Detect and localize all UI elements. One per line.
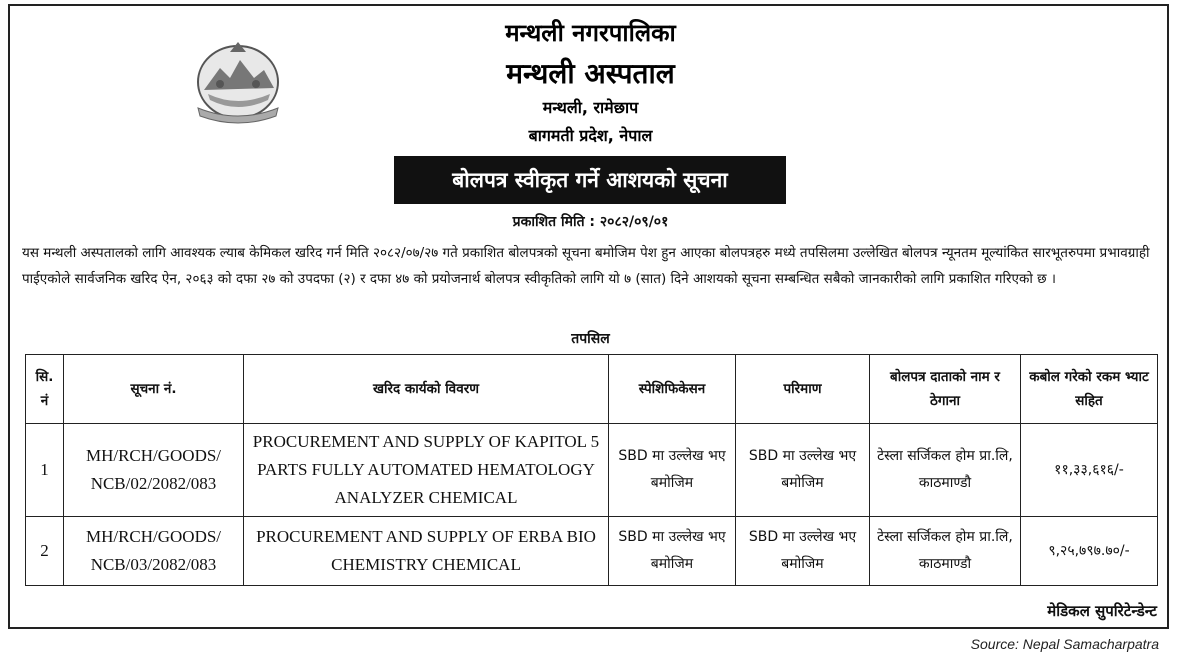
cell-amount: ११,३३,६१६/- (1021, 424, 1158, 517)
hospital-name: मन्थली अस्पताल (506, 57, 675, 90)
source-credit: Source: Nepal Samacharpatra (970, 636, 1159, 652)
publish-date: प्रकाशित मिति : २०८२/०९/०१ (512, 214, 669, 230)
col-header-specification: स्पेशिफिकेसन (609, 355, 736, 424)
municipality-name: मन्थली नगरपालिका (505, 19, 676, 47)
col-header-sn: सि. नं (26, 355, 64, 424)
hospital-location: मन्थली, रामेछाप (542, 98, 639, 117)
col-header-bidder: बोलपत्र दाताको नाम र ठेगाना (870, 355, 1021, 424)
cell-specification: SBD मा उल्लेख भए बमोजिम (609, 424, 736, 517)
col-header-amount: कबोल गरेको रकम भ्याट सहित (1021, 355, 1158, 424)
schedule-label: तपसिल (571, 331, 610, 347)
col-header-description: खरिद कार्यको विवरण (244, 355, 609, 424)
table-header-row (26, 355, 1158, 424)
cell-sn: 2 (26, 517, 64, 586)
cell-quantity: SBD मा उल्लेख भए बमोजिम (736, 424, 870, 517)
award-table (25, 354, 1158, 586)
table-row (26, 517, 1158, 586)
signature: मेडिकल सुपरिटेन्डेन्ट (1047, 602, 1157, 620)
cell-description: PROCUREMENT AND SUPPLY OF KAPITOL 5 PARTS FULLY AUTOMATED HEMATOLOGY ANALYZER CHEMICAL (244, 424, 609, 517)
cell-quantity: SBD मा उल्लेख भए बमोजिम (736, 517, 870, 586)
notice-body: यस मन्थली अस्पतालको लागि आवश्यक ल्याब केमिकल खरिद गर्न मिति २०८२/०७/२७ गते प्रकाशित बोलपत्रको सूचना बमोजिम पेश हुन आएका बोलपत्रहरु मध्ये तपसिलमा उल्लेखित बोलपत्र न्यूनतम मूल्यांकित सारभूतरुपमा प्रभावग्राही पाईएकोले सार्वजनिक खरिद ऐन, २०६३ को दफा २७ को उपदफा (२) र दफा ४७ को प्रयोजनार्थ बोलपत्र स्वीकृतिको लागि यो ७ (सात) दिने आशयको सूचना सम्बन्धित सबैको जानकारीको लागि प्रकाशित गरिएको छ । (22, 245, 1150, 287)
cell-bidder: टेस्ला सर्जिकल होम प्रा.लि, काठमाण्डौ (870, 517, 1021, 586)
cell-amount: ९,२५,७९७.७०/- (1021, 517, 1158, 586)
col-header-notice-no: सूचना नं. (64, 355, 244, 424)
cell-bidder: टेस्ला सर्जिकल होम प्रा.लि, काठमाण्डौ (870, 424, 1021, 517)
notice-title: बोलपत्र स्वीकृत गर्ने आशयको सूचना (394, 156, 786, 204)
table-row (26, 424, 1158, 517)
cell-description: PROCUREMENT AND SUPPLY OF ERBA BIO CHEMISTRY CHEMICAL (244, 517, 609, 586)
cell-sn: 1 (26, 424, 64, 517)
hospital-province: बागमती प्रदेश, नेपाल (528, 126, 653, 145)
col-header-quantity: परिमाण (736, 355, 870, 424)
cell-notice-no: MH/RCH/GOODS/ NCB/03/2082/083 (64, 517, 244, 586)
cell-specification: SBD मा उल्लेख भए बमोजिम (609, 517, 736, 586)
cell-notice-no: MH/RCH/GOODS/ NCB/02/2082/083 (64, 424, 244, 517)
